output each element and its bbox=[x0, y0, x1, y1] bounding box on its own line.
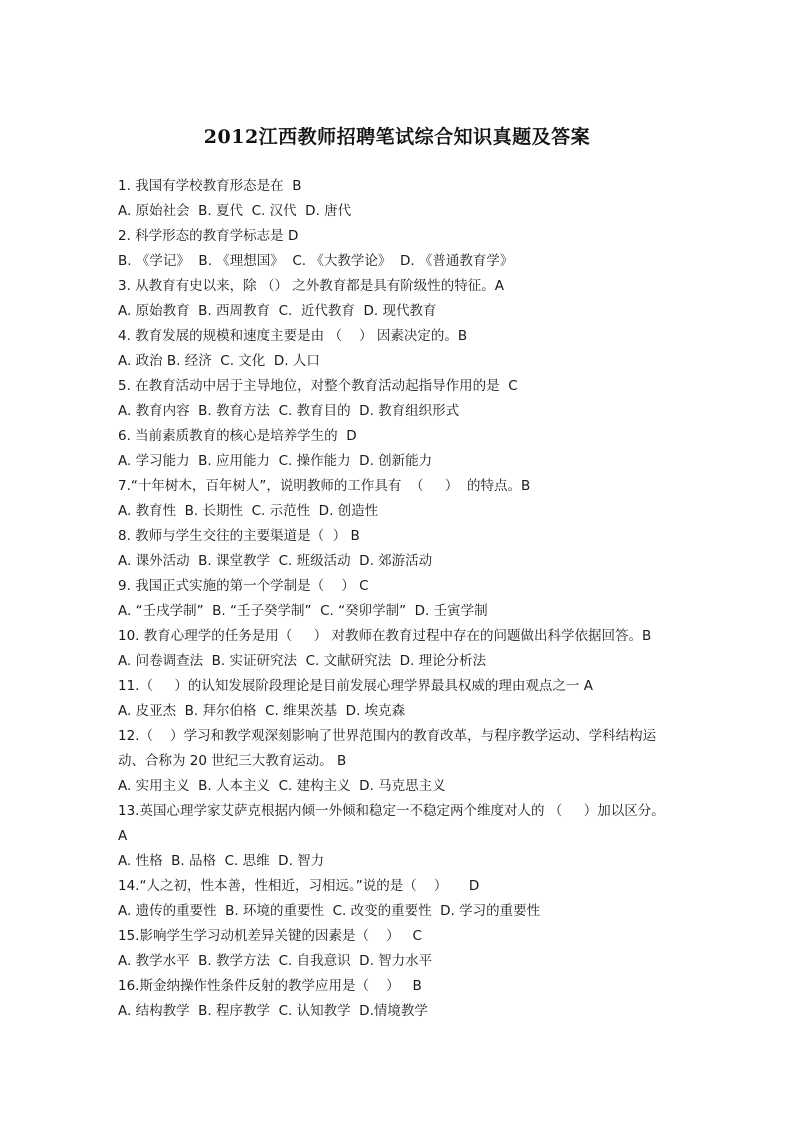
text-line: A. 遗传的重要性 B. 环境的重要性 C. 改变的重要性 D. 学习的重要性 bbox=[118, 903, 541, 919]
text-line: A. 学习能力 B. 应用能力 C. 操作能力 D. 创新能力 bbox=[118, 453, 433, 469]
text-line: A. 课外活动 B. 课堂教学 C. 班级活动 D. 郊游活动 bbox=[118, 553, 433, 569]
text-line: B. 《学记》 B. 《理想国》 C. 《大教学论》 D. 《普通教育学》 bbox=[118, 253, 514, 269]
text-line: 8. 教师与学生交往的主要渠道是（ ） B bbox=[118, 528, 360, 544]
text-line: A. “壬戌学制” B. “壬子癸学制” C. “癸卯学制” D. 壬寅学制 bbox=[118, 603, 488, 619]
text-line: A. 教育性 B. 长期性 C. 示范性 D. 创造性 bbox=[118, 503, 379, 519]
text-line: 5. 在教育活动中居于主导地位，对整个教育活动起指导作用的是 C bbox=[118, 378, 518, 394]
text-line: 9. 我国正式实施的第一个学制是（ ） C bbox=[118, 578, 369, 594]
text-line: A bbox=[118, 828, 128, 844]
text-line: A. 性格 B. 品格 C. 思维 D. 智力 bbox=[118, 853, 325, 869]
text-line: A. 原始教育 B. 西周教育 C. 近代教育 D. 现代教育 bbox=[118, 303, 437, 319]
text-line: A. 教育内容 B. 教育方法 C. 教育目的 D. 教育组织形式 bbox=[118, 403, 460, 419]
text-line: 1. 我国有学校教育形态是在 B bbox=[118, 178, 302, 194]
text-line: A. 皮亚杰 B. 拜尔伯格 C. 维果茨基 D. 埃克森 bbox=[118, 703, 406, 719]
document-title: 2012江西教师招聘笔试综合知识真题及答案 bbox=[203, 126, 591, 148]
text-line: 动、合称为 20 世纪三大教育运动。 B bbox=[118, 753, 347, 769]
document-body bbox=[118, 174, 698, 1024]
text-line: A. 结构教学 B. 程序教学 C. 认知教学 D.情境教学 bbox=[118, 1003, 428, 1019]
text-line: 2. 科学形态的教育学标志是 D bbox=[118, 228, 299, 244]
text-line: 11.（ ）的认知发展阶段理论是目前发展心理学界最具权威的理由观点之一 A bbox=[118, 678, 593, 694]
text-line: 3. 从教育有史以来，除 （） 之外教育都是具有阶级性的特征。A bbox=[118, 278, 504, 294]
text-line: 12.（ ）学习和教学观深刻影响了世界范围内的教育改革，与程序教学运动、学科结构运 bbox=[118, 728, 657, 744]
text-line: 4. 教育发展的规模和速度主要是由 （ ） 因素决定的。B bbox=[118, 328, 468, 344]
text-line: 6. 当前素质教育的核心是培养学生的 D bbox=[118, 428, 357, 444]
text-line: 7.“十年树木，百年树人”，说明教师的工作具有 （ ） 的特点。B bbox=[118, 478, 531, 494]
text-line: 10. 教育心理学的任务是用（ ） 对教师在教育过程中存在的问题做出科学依据回答。B bbox=[118, 628, 652, 644]
text-line: 16.斯金纳操作性条件反射的教学应用是（ ） B bbox=[118, 978, 422, 994]
text-line: A. 实用主义 B. 人本主义 C. 建构主义 D. 马克思主义 bbox=[118, 778, 446, 794]
text-line: 14.“人之初，性本善，性相近，习相远。”说的是（ ） D bbox=[118, 878, 480, 894]
text-line: 15.影响学生学习动机差异关键的因素是（ ） C bbox=[118, 928, 422, 944]
text-line: A. 原始社会 B. 夏代 C. 汉代 D. 唐代 bbox=[118, 203, 352, 219]
text-line: 13.英国心理学家艾萨克根据内倾一外倾和稳定一不稳定两个维度对人的 （ ）加以区分。 bbox=[118, 803, 665, 819]
text-line: A. 政治 B. 经济 C. 文化 D. 人口 bbox=[118, 353, 320, 369]
text-line: A. 问卷调查法 B. 实证研究法 C. 文献研究法 D. 理论分析法 bbox=[118, 653, 487, 669]
text-line: A. 教学水平 B. 教学方法 C. 自我意识 D. 智力水平 bbox=[118, 953, 433, 969]
